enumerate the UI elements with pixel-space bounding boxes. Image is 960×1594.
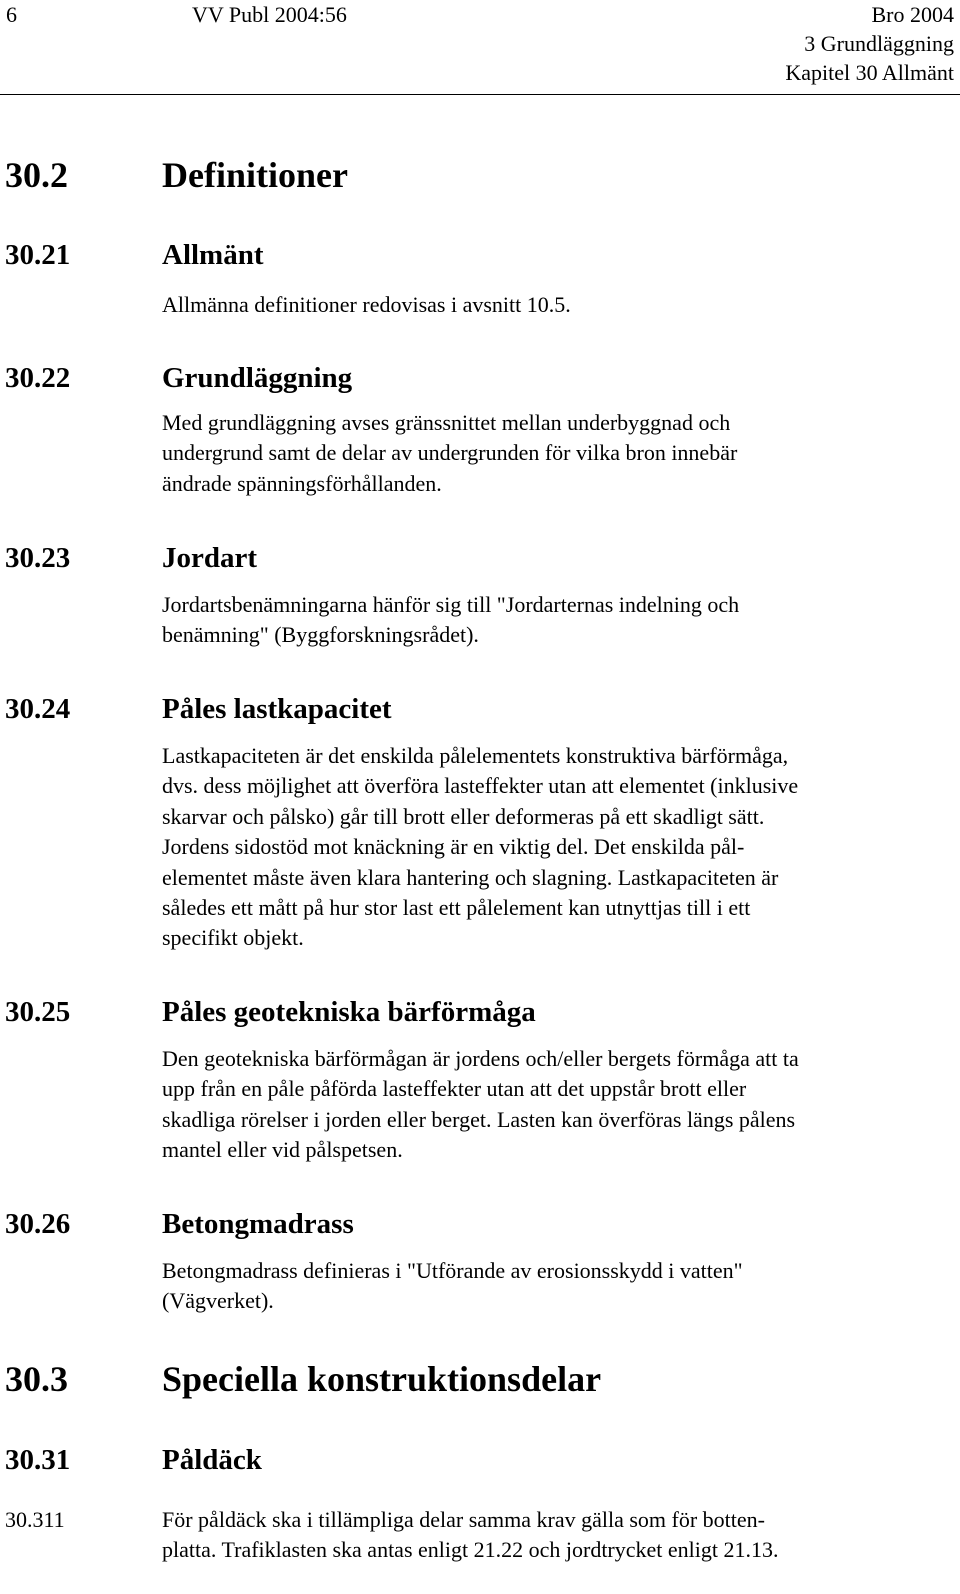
section-number: 30.2 [5, 155, 68, 195]
page-header-left [6, 0, 347, 29]
section-title: Påles geotekniska bärförmåga [162, 996, 536, 1028]
paragraph-30-22 [162, 408, 942, 499]
header-document: Bro 2004 [871, 2, 954, 27]
text-line: specifikt objekt. [162, 925, 304, 951]
clause-number-30-311: 30.311 [5, 1507, 65, 1532]
paragraph-30-26 [162, 1256, 942, 1317]
section-number: 30.26 [5, 1208, 71, 1240]
text-line: Lastkapaciteten är det enskilda pålelementets konstruktiva bärförmåga, [162, 743, 789, 768]
section-title: Betongmadrass [162, 1208, 354, 1240]
paragraph-30-23 [162, 590, 942, 651]
text-line: Jordens sidostöd mot knäckning är en viktig del. Det enskilda pål- [162, 834, 745, 860]
text-line: Med grundläggning avses gränssnittet mellan underbyggnad och [162, 410, 731, 435]
text-line: skadliga rörelser i jorden eller berget. Lasten kan överföras längs pålens [162, 1106, 796, 1132]
text-line: ändrade spänningsförhållanden. [162, 470, 442, 496]
section-title: Speciella konstruktionsdelar [162, 1359, 602, 1399]
section-number: 30.21 [5, 239, 71, 271]
section-number: 30.3 [5, 1359, 68, 1399]
section-title: Allmänt [162, 239, 264, 271]
text-line: Den geotekniska bärförmågan är jordens och/eller bergets förmåga att ta [162, 1046, 799, 1071]
section-title: Definitioner [162, 155, 348, 195]
text-line: således ett mått på hur stor last ett pålelement kan utnyttjas till i ett [162, 895, 751, 921]
publication-id: VV Publ 2004:56 [192, 2, 347, 27]
section-title: Grundläggning [162, 362, 353, 394]
text-line: platta. Trafiklasten ska antas enligt 21.22 och jordtrycket enligt 21.13. [162, 1537, 779, 1563]
text-line: Jordartsbenämningarna hänför sig till "Jordarternas indelning och [162, 592, 740, 617]
paragraph-30-25 [162, 1044, 942, 1166]
text-line: benämning" (Byggforskningsrådet). [162, 622, 479, 648]
section-title: Jordart [162, 542, 258, 574]
section-number: 30.31 [5, 1444, 71, 1476]
paragraph-30-21 [162, 290, 942, 320]
text-line: skarvar och pålsko) går till brott eller deformeras på ett skadligt sätt. [162, 803, 765, 829]
text-line: mantel eller vid pålspetsen. [162, 1137, 403, 1163]
text-line: upp från en påle påförda lasteffekter utan att det uppstår brott eller [162, 1076, 747, 1102]
text-line: undergrund samt de delar av undergrunden för vilka bron innebär [162, 440, 738, 466]
text-line: (Vägverket). [162, 1288, 274, 1314]
section-number: 30.24 [5, 693, 71, 725]
section-title: Påldäck [162, 1444, 262, 1476]
text-line: Allmänna definitioner redovisas i avsnitt 10.5. [162, 292, 571, 317]
header-chapter: Kapitel 30 Allmänt [785, 60, 954, 85]
section-number: 30.25 [5, 996, 71, 1028]
section-number: 30.22 [5, 362, 71, 394]
header-rule [0, 94, 960, 95]
text-line: För påldäck ska i tillämpliga delar samma krav gälla som för botten- [162, 1507, 765, 1532]
text-line: dvs. dess möjlighet att överföra lasteffekter utan att elementet (inklusive [162, 773, 799, 799]
page-number: 6 [6, 2, 17, 27]
text-line: Betongmadrass definieras i "Utförande av erosionsskydd i vatten" [162, 1258, 743, 1283]
paragraph-30-311 [162, 1505, 942, 1566]
header-part: 3 Grundläggning [804, 31, 954, 56]
paragraph-30-24 [162, 741, 942, 954]
section-number: 30.23 [5, 542, 71, 574]
section-title: Påles lastkapacitet [162, 693, 392, 725]
page-header-right [785, 0, 954, 87]
text-line: elementet måste även klara hantering och slagning. Lastkapaciteten är [162, 864, 779, 890]
